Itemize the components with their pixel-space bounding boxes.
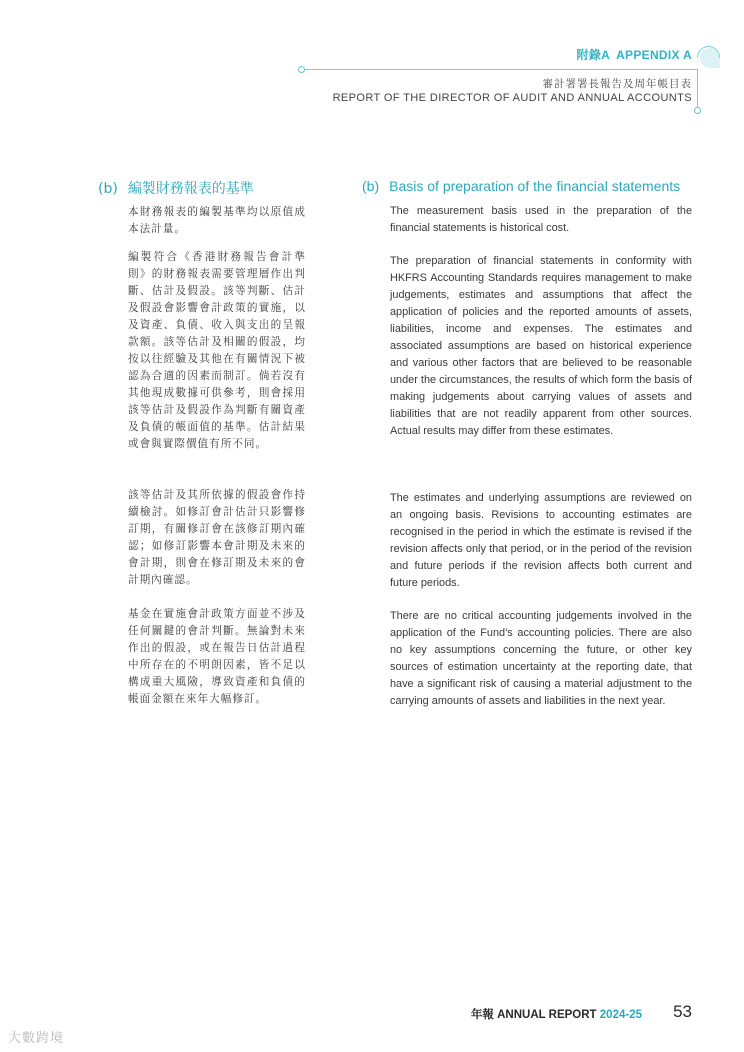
paragraph-cn-4: 基金在實施會計政策方面並不涉及任何關鍵的會計判斷。無論對未來作出的假設，或在報告日估計過程中所存在的不明朗因素，皆不足以構成重大風險，導致資產和負債的帳面金額在來年大幅修訂。 — [128, 608, 306, 705]
footer-report-en: ANNUAL REPORT — [497, 1009, 597, 1021]
appendix-heading-cn: 附錄A — [576, 48, 611, 62]
report-subtitle-en: REPORT OF THE DIRECTOR OF AUDIT AND ANNUAL ACCOUNTS — [332, 92, 692, 104]
watermark — [8, 1027, 64, 1046]
page-number: 53 — [673, 1002, 692, 1021]
paragraph-en-1: The measurement basis used in the preparation of the financial statements is historical cost. — [390, 205, 692, 234]
report-subtitle-cn: 審計署署長報告及周年帳目表 — [542, 78, 692, 90]
paragraph-cn-3: 該等估計及其所依據的假設會作持續檢討。如修訂會計估計只影響修訂期，有關修訂會在該修訂期內確認；如修訂影響本會計期及未來的會計期，則會在修訂期及未來的會計期內確認。 — [128, 489, 306, 586]
header-vertical-rule-dot — [694, 107, 701, 114]
header-vertical-rule — [697, 69, 698, 109]
header-rule — [301, 69, 697, 70]
section-heading-en — [362, 178, 680, 194]
footer-report-cn: 年報 — [470, 1009, 494, 1021]
paragraph-cn-1: 本財務報表的編製基準均以原值成本法計量。 — [128, 206, 306, 235]
watermark-text: 大數跨境 — [8, 1031, 65, 1046]
appendix-heading — [577, 46, 692, 63]
section-label-cn: (b) — [98, 181, 118, 197]
header-rule-dot — [298, 66, 305, 73]
section-title-en: Basis of preparation of the financial statements — [389, 178, 681, 194]
paragraph-en-2: The preparation of financial statements in conformity with HKFRS Accounting Standards requires management to make judgements, estimates and assumptions that affect the application of policies and the reported amounts of assets, liabilities, income and expenses. The estimates and associated assumptions are based on historical experience and various other factors that are believed to be reasonable under the circumstances, the results of which form the basis of making judgements about carrying values of assets and liabilities that are not readily apparent from other sources. Actual results may differ from these estimates. — [390, 255, 692, 437]
footer-report-year: 2024-25 — [599, 1009, 642, 1021]
footer-report-title — [471, 1006, 642, 1022]
paragraph-en-3: The estimates and underlying assumptions are reviewed on an ongoing basis. Revisions to accounting estimates are recognised in the period in which the estimate is revised if the revision affects only that period, or in the period of the revision and future periods if the revision affects both current and future periods. — [390, 492, 692, 589]
paragraph-en-4: There are no critical accounting judgements involved in the application of the Fund’s accounting policies. There are also no key assumptions concerning the future, or other key sources of estimation uncertainty at the reporting date, that have a significant risk of causing a material adjustment to the carrying amounts of assets and liabilities in the next year. — [390, 610, 692, 707]
section-heading-cn — [98, 178, 254, 198]
section-label-en: (b) — [362, 178, 380, 194]
paragraph-cn-2: 編製符合《香港財務報告會計準則》的財務報表需要管理層作出判斷、估計及假設。該等判斷、估計及假設會影響會計政策的實施，以及資產、負債、收入與支出的呈報款額。該等估計及相關的假設，均按以往經驗及其他在有關情況下被認為合適的因素而制訂。倘若沒有其他現成數據可供參考，則會採用該等估計及假設作為判斷有關資產及負債的帳面值的基準。估計結果或會與實際價值有所不同。 — [128, 251, 306, 450]
appendix-heading-en: APPENDIX A — [616, 48, 692, 62]
section-title-cn: 編製財務報表的基準 — [127, 181, 254, 197]
